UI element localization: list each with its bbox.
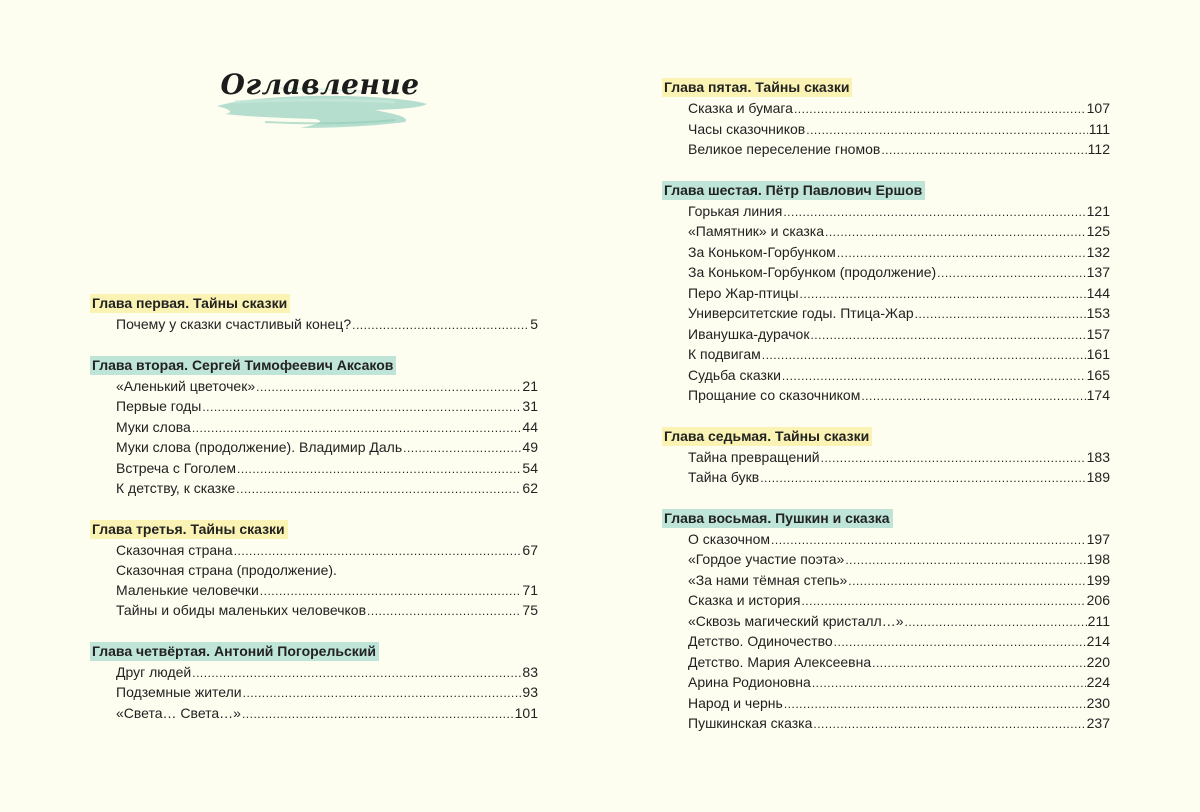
dot-leader [783,203,1085,223]
entry-title: Детство. Одиночество [688,633,833,649]
chapter-title[interactable]: Глава пятая. Тайны сказки [662,78,852,97]
chapter [662,509,1110,735]
dot-leader [881,141,1086,161]
dot-leader [236,480,521,500]
entry-title: Прощание со сказочником [688,387,861,403]
dot-leader [367,602,521,622]
dot-leader [845,551,1085,571]
chapter-title[interactable]: Глава четвёртая. Антоний Погорельский [90,642,379,661]
entry-title: Тайна превращений [688,448,820,465]
toc-entry[interactable] [90,581,538,602]
entry-page: 189 [1086,469,1110,485]
dot-leader [784,695,1086,715]
chapter-title[interactable]: Глава седьмая. Тайны сказки [662,427,872,446]
dot-leader [810,326,1085,346]
entry-title: «Аленький цветочек» [116,377,256,394]
entry-title: Подземные жители [116,684,242,700]
entry-title: Сказочная страна (продолжение). [116,562,337,578]
dot-leader [937,264,1085,284]
toc-entry[interactable] [662,612,1110,633]
entry-title: «Гордое участие поэта» [688,551,845,567]
dot-leader [760,469,1085,489]
dot-leader [762,346,1086,366]
dot-leader [782,367,1086,387]
dot-leader [800,285,1086,305]
chapter [662,181,1110,407]
toc-entry[interactable] [90,541,538,562]
entry-title: Сказка и бумага [688,100,793,116]
dot-leader [260,582,522,602]
entry-title: За Коньком-Горбунком [688,243,836,260]
entry-page: 83 [522,663,538,680]
toc-entry[interactable] [662,714,1110,735]
toc-entry[interactable] [90,377,538,398]
toc-entry[interactable] [662,632,1110,653]
toc-entry[interactable] [90,704,538,725]
toc-title: Оглавление [220,68,420,101]
toc-entry[interactable] [662,140,1110,161]
toc-entry[interactable] [90,438,538,459]
dot-leader [813,715,1085,735]
dot-leader [812,674,1086,694]
toc-entry[interactable] [90,418,538,439]
entry-title: Тайна букв [688,469,760,485]
chapter [90,520,538,622]
entry-page: 5 [530,316,538,332]
toc-entry[interactable] [662,571,1110,592]
entry-page: 206 [1086,592,1110,608]
dot-leader [192,419,522,439]
entry-title: «Сквозь магический кристалл…» [688,612,904,629]
entry-title: Иванушка-дурачок [688,325,810,342]
chapter-title[interactable]: Глава вторая. Сергей Тимофеевич Аксаков [90,356,396,375]
entry-page: 161 [1086,346,1110,362]
entry-title: Сказка и история [688,592,801,608]
toc-entry[interactable] [662,386,1110,407]
dot-leader [821,449,1086,469]
entry-page: 220 [1086,653,1110,670]
entry-page: 230 [1086,694,1110,711]
chapter-title[interactable]: Глава восьмая. Пушкин и сказка [662,509,893,528]
toc-entry[interactable] [662,325,1110,346]
dot-leader [915,305,1086,325]
entry-title: К подвигам [688,346,761,362]
entry-title: Горькая линия [688,202,783,219]
right-page [600,0,1200,812]
entry-title: За Коньком-Горбунком (продолжение) [688,264,937,280]
chapter [90,294,538,336]
toc-entry[interactable] [662,263,1110,284]
entry-page: 111 [1088,120,1110,137]
entry-page: 183 [1086,448,1110,465]
toc-entry[interactable] [90,601,538,622]
dot-leader [192,664,521,684]
entry-page: 144 [1086,284,1110,301]
entry-title: К детству, к сказке [116,480,236,496]
toc-heading [205,62,435,142]
dot-leader [771,531,1086,551]
toc-entry[interactable] [662,530,1110,551]
entry-page: 44 [522,418,538,435]
dot-leader [234,542,522,562]
toc-entry[interactable] [90,459,538,480]
entry-title: Почему у сказки счастливый конец? [116,316,352,332]
dot-leader [806,121,1087,141]
dot-leader [403,439,521,459]
entry-page: 214 [1086,633,1110,649]
entry-title: О сказочном [688,530,771,547]
dot-leader [848,572,1085,592]
entry-page: 137 [1086,264,1110,280]
entry-page: 174 [1086,387,1110,403]
dot-leader [352,316,529,336]
entry-page: 224 [1086,674,1110,690]
dot-leader [794,100,1086,120]
dot-leader [872,654,1086,674]
entry-page: 198 [1086,551,1110,567]
toc-entry[interactable] [662,448,1110,469]
chapter-title[interactable]: Глава шестая. Пётр Павлович Ершов [662,181,925,200]
dot-leader [861,387,1085,407]
entry-page: 125 [1086,223,1110,239]
dot-leader [825,223,1086,243]
toc-entry[interactable] [662,366,1110,387]
entry-page: 165 [1086,366,1110,383]
entry-title: «Памятник» и сказка [688,223,825,239]
dot-leader [837,244,1086,264]
entry-title: Первые годы [116,398,202,414]
dot-leader [242,705,514,725]
entry-title: Друг людей [116,663,192,680]
entry-title: «За нами тёмная степь» [688,571,848,588]
toc-left-column [90,294,538,744]
toc-right-column [662,78,1110,755]
entry-page: 211 [1087,612,1110,629]
entry-page: 199 [1086,571,1110,588]
toc-entry[interactable] [662,694,1110,715]
entry-title: Судьба сказки [688,366,781,383]
entry-page: 107 [1086,100,1110,116]
entry-title: Тайны и обиды маленьких человечков [116,602,367,618]
entry-page: 62 [522,480,538,496]
entry-title: Великое переселение гномов [688,141,881,157]
entry-page: 71 [522,581,538,598]
toc-entry[interactable] [662,243,1110,264]
entry-title: Муки слова [116,418,191,435]
entry-title: Детство. Мария Алексеевна [688,653,872,670]
toc-entry[interactable] [662,202,1110,223]
entry-page: 112 [1087,141,1110,157]
entry-title: Пушкинская сказка [688,715,813,731]
dot-leader [256,378,521,398]
toc-entry[interactable] [90,397,538,418]
dot-leader [801,592,1085,612]
entry-page: 49 [522,439,538,455]
toc-entry[interactable] [90,663,538,684]
entry-title: Встреча с Гоголем [116,459,237,476]
toc-entry[interactable] [90,479,538,500]
entry-page: 132 [1086,243,1110,260]
toc-entry[interactable] [662,345,1110,366]
dot-leader [834,633,1086,653]
chapter [662,78,1110,161]
entry-page: 157 [1086,325,1110,342]
entry-title: Сказочная страна [116,541,233,558]
entry-page: 67 [522,541,538,558]
entry-title: Маленькие человечки [116,581,259,598]
dot-leader [243,684,522,704]
entry-title: Часы сказочников [688,120,806,137]
toc-entry[interactable] [90,315,538,336]
entry-page: 75 [522,602,538,618]
chapter-title[interactable]: Глава третья. Тайны сказки [90,520,288,539]
entry-title: Народ и чернь [688,694,783,711]
entry-page: 237 [1086,715,1110,731]
toc-entry[interactable] [662,304,1110,325]
dot-leader [905,613,1087,633]
chapter-title[interactable]: Глава первая. Тайны сказки [90,294,290,313]
toc-entry[interactable] [662,653,1110,674]
toc-entry[interactable] [662,468,1110,489]
entry-page: 31 [522,398,538,414]
chapter [662,427,1110,489]
entry-page: 54 [522,459,538,476]
dot-leader [237,460,521,480]
entry-page: 153 [1086,305,1110,321]
toc-entry[interactable] [90,683,538,704]
toc-entry[interactable] [662,591,1110,612]
entry-page: 121 [1086,202,1110,219]
entry-page: 93 [522,684,538,700]
entry-title: Арина Родионовна [688,674,811,690]
chapter [90,642,538,725]
toc-entry[interactable] [90,561,538,581]
entry-title: Университетские годы. Птица-Жар [688,305,914,321]
dot-leader [202,398,521,418]
entry-title: Муки слова (продолжение). Владимир Даль [116,439,403,455]
chapter [90,356,538,500]
entry-title: «Света… Света…» [116,704,241,721]
toc-entry[interactable] [662,99,1110,120]
toc-entry[interactable] [662,222,1110,243]
toc-entry[interactable] [662,284,1110,305]
entry-page: 197 [1086,530,1110,547]
entry-page: 101 [514,704,538,721]
entry-page: 21 [522,377,538,394]
entry-title: Перо Жар-птицы [688,284,799,301]
toc-entry[interactable] [662,673,1110,694]
toc-entry[interactable] [662,120,1110,141]
toc-entry[interactable] [662,550,1110,571]
